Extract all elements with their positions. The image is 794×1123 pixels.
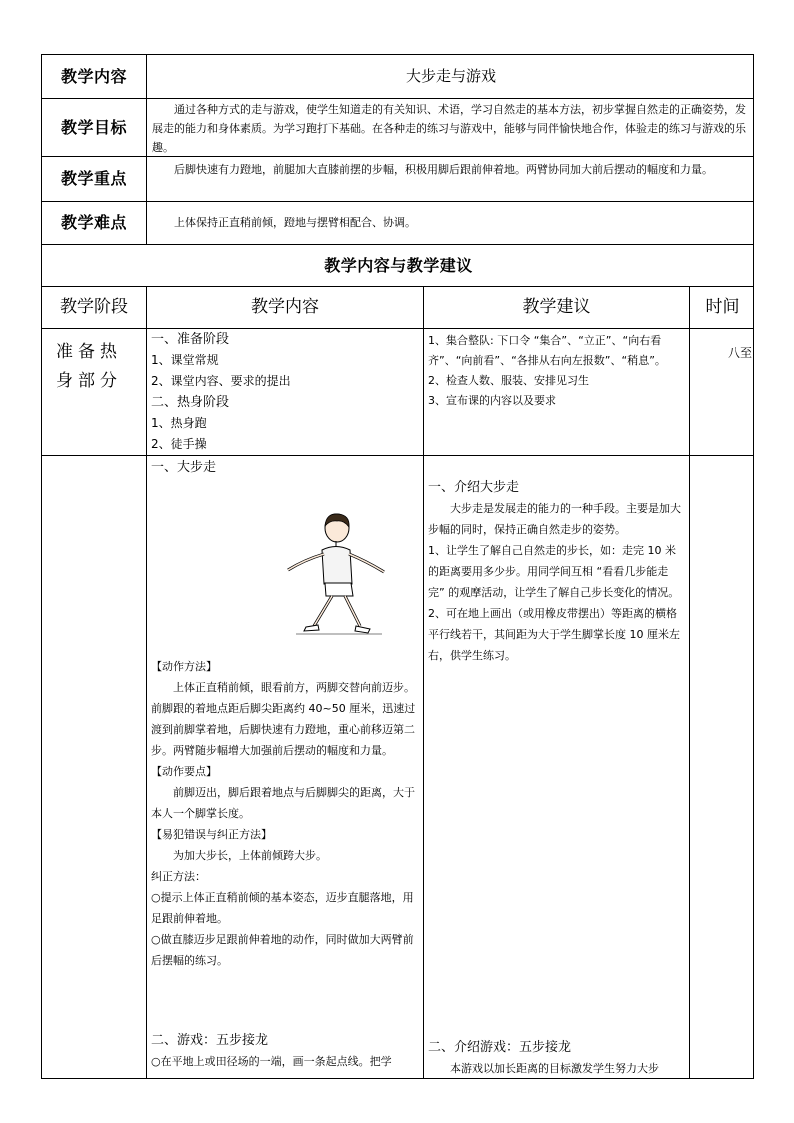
warmup-content [151,329,419,455]
stage-warmup: 准备热身部分 [56,342,122,391]
list-item: 1、课堂常规 [151,353,219,367]
row-label-key: 教学重点 [60,169,127,188]
section-title: 教学内容与教学建议 [324,256,473,275]
advice-game-title: 二、介绍游戏：五步接龙 [428,1040,572,1055]
list-item: 3、宣布课的内容以及要求 [428,394,556,407]
lesson-title: 大步走与游戏 [405,67,496,85]
points-text: 前脚迈出，脚后跟着地点与后脚脚尖的距离，大于本人一个脚掌长度。 [151,786,415,820]
walking-boy-illustration [282,510,392,636]
walk-advice-block [428,477,684,666]
advice-paragraph: 大步走是发展走的能力的一种手段。主要是加大步幅的同时，保持正确自然走步的姿势。 [428,502,681,536]
row-label-goal: 教学目标 [60,118,127,137]
lesson-plan-table [41,54,754,1079]
rule [689,286,690,1079]
errors-text: 为加大步长，上体前倾跨大步。 [173,849,327,862]
col-header-content: 教学内容 [251,297,319,317]
rule [146,286,147,1079]
game-text: ○在平地上或田径场的一端，画一条起点线。把学 [151,1055,392,1068]
walk-title: 一、大步走 [151,460,217,475]
rule [42,455,754,456]
correct-item: ○做直膝迈步足跟前伸着地的动作，同时做加大两臂前后摆幅的练习。 [151,933,414,967]
advice-game-text: 本游戏以加长距离的目标激发学生努力大步 [450,1062,659,1075]
difficulty-text: 上体保持正直稍前倾，蹬地与摆臂相配合、协调。 [174,216,416,229]
points-heading: 【动作要点】 [151,765,217,778]
key-text: 后脚快速有力蹬地，前腿加大直膝前摆的步幅，积极用脚后跟前伸着地。两臂协同加大前后摆动的幅度和力量。 [174,163,713,176]
advice-title: 一、介绍大步走 [428,480,520,495]
list-item: 1、热身跑 [151,416,207,430]
errors-heading: 【易犯错误与纠正方法】 [151,828,272,841]
advice-paragraph: 1、让学生了解自己自然走的步长，如：走完 10 米的距离要用多少步。用同学间互相 “看看几步能走完” 的观摩活动，让学生了解自己步长变化的情况。 [428,544,680,599]
row-label-difficulty: 教学难点 [60,213,127,232]
list-item: 一、准备阶段 [151,332,230,347]
col-header-time: 时间 [705,297,740,317]
warmup-time: 八至 [728,346,753,360]
warmup-advice [428,331,686,411]
advice-paragraph: 2、可在地上画出（或用橡皮带摆出）等距离的横格平行线若干，其间距为大于学生脚掌长度 10 厘米左右，供学生练习。 [428,607,680,662]
correct-item: ○提示上体正直稍前倾的基本姿态，迈步直腿落地，用足跟前伸着地。 [151,891,414,925]
list-item: 1、集合整队: 下口令 “集合”、“立正”、“向右看齐”、“向前看”、“各排从右向左报数”、“稍息”。 [428,334,666,367]
method-text: 上体正直稍前倾，眼看前方，两脚交替向前迈步。前脚跟的着地点距后脚尖距离约 40~50 厘米，迅速过渡到前脚掌着地，后脚快速有力蹬地，重心前移迈第二步。两臂随步幅增大加强前后摆动的幅度和力量。 [151,681,416,757]
rule [42,98,754,99]
game-title: 二、游戏：五步接龙 [151,1033,269,1048]
goal-text: 通过各种方式的走与游戏，使学生知道走的有关知识、术语，学习自然走的基本方法，初步掌握自然走的正确姿势，发展走的能力和身体素质。为学习跑打下基础。在各种走的练习与游戏中，能够与同伴愉快地合作，体验走的练习与游戏的乐趣。 [152,103,746,154]
list-item: 2、徒手操 [151,437,207,451]
list-item: 二、热身阶段 [151,395,230,410]
walk-method-block [151,656,419,971]
method-heading: 【动作方法】 [151,660,217,673]
list-item: 2、课堂内容、要求的提出 [151,374,291,388]
row-label-content: 教学内容 [60,67,127,86]
col-header-advice: 教学建议 [522,297,591,317]
correct-heading: 纠正方法： [151,870,206,883]
list-item: 2、检查人数、服装、安排见习生 [428,374,589,387]
col-header-stage: 教学阶段 [60,297,128,317]
rule [423,286,424,1079]
